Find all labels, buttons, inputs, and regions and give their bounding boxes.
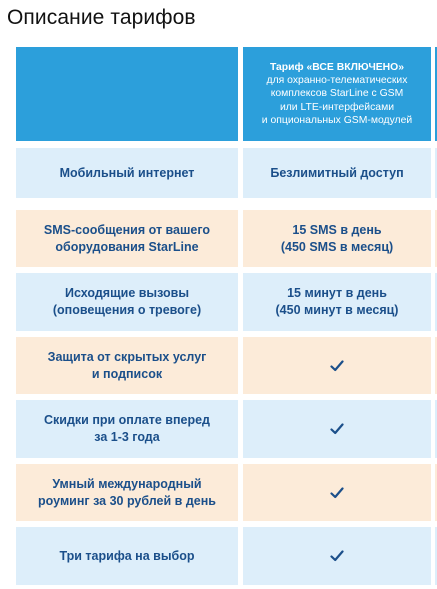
value-label: 15 минут в день	[287, 286, 387, 300]
page-title: Описание тарифов	[7, 6, 196, 29]
feature-label: Три тарифа на выбор	[59, 548, 195, 563]
value-cell	[243, 527, 431, 585]
tariff-desc-line: и опциональных GSM-модулей	[261, 114, 413, 126]
feature-label: роуминг за 30 рублей в день	[38, 493, 216, 508]
feature-cell	[16, 464, 238, 521]
check-icon	[330, 422, 344, 436]
feature-cell	[16, 400, 238, 458]
value-label: Безлимитный доступ	[270, 165, 404, 180]
tariff-desc-line: комплексов StarLine с GSM	[270, 88, 404, 100]
table-row	[16, 148, 437, 198]
table-row	[16, 273, 437, 331]
value-cell	[243, 273, 431, 331]
tariff-desc-line: или LTE-интерфейсами	[279, 101, 395, 113]
feature-label: SMS-сообщения от вашего	[43, 222, 211, 237]
feature-label: Исходящие вызовы	[64, 286, 190, 300]
check-icon	[330, 359, 344, 373]
feature-cell	[16, 337, 238, 394]
feature-label: за 1-3 года	[94, 430, 160, 444]
feature-cell	[16, 273, 238, 331]
value-label: (450 SMS в месяц)	[280, 239, 394, 254]
header-empty-cell	[16, 47, 238, 141]
check-icon	[330, 486, 344, 500]
feature-cell	[16, 148, 238, 198]
table-row	[16, 527, 437, 585]
table-row	[16, 400, 437, 458]
feature-label: оборудования StarLine	[55, 239, 199, 254]
tariff-title: Тариф «ВСЕ ВКЛЮЧЕНО»	[269, 61, 405, 73]
feature-label: Мобильный интернет	[59, 165, 195, 180]
value-cell	[243, 464, 431, 521]
feature-label: (оповещения о тревоге)	[52, 303, 202, 317]
check-icon	[330, 549, 344, 563]
value-cell	[243, 148, 431, 198]
table-row	[16, 464, 437, 521]
table-row	[16, 210, 437, 267]
value-cell	[243, 400, 431, 458]
value-label: (450 минут в месяц)	[275, 303, 399, 317]
value-cell	[243, 337, 431, 394]
feature-cell	[16, 527, 238, 585]
feature-label: Скидки при оплате вперед	[44, 413, 210, 427]
feature-cell	[16, 210, 238, 267]
value-label: 15 SMS в день	[292, 222, 382, 237]
value-cell	[243, 210, 431, 267]
feature-label: Защита от скрытых услуг	[47, 349, 207, 364]
feature-label: и подписок	[91, 366, 163, 381]
feature-label: Умный международный	[52, 476, 202, 491]
tariff-desc-line: для охранно-телематических	[266, 75, 408, 87]
header-tariff-cell	[243, 47, 431, 141]
table-header	[16, 47, 437, 141]
table-row	[16, 337, 437, 394]
